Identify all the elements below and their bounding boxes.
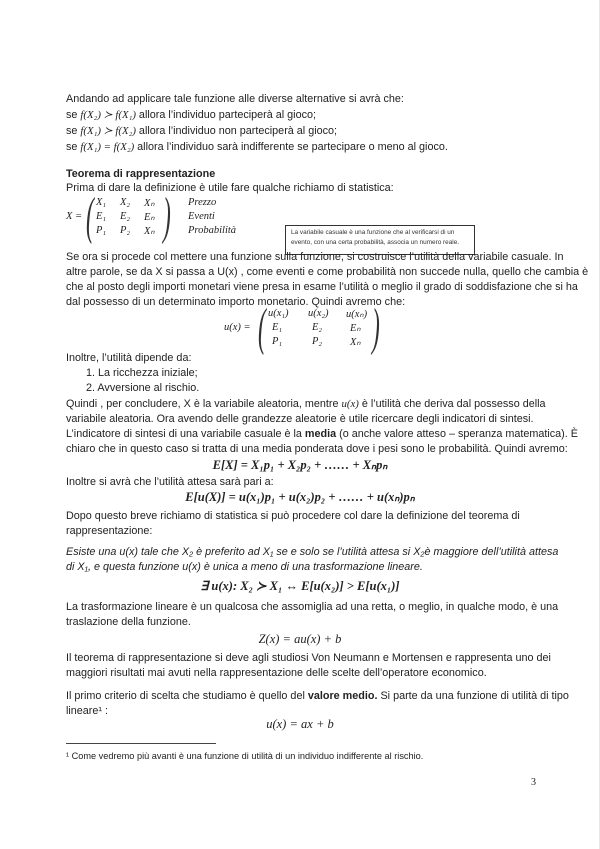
matrix-cell: Xₙ (144, 226, 155, 237)
matrix-cell: u(xₙ) (346, 309, 368, 320)
paragraph-line: dal possesso di un determinato importo monetario. Quindi avremo che: (66, 296, 406, 308)
theorem-line: di X₁, e questa funzione u(x) è unica a meno di una trasformazione lineare. (66, 561, 423, 573)
paragraph-line: che al posto degli importi monetari viene presa in esame l’utilità o meglio il grado di soddisfazione che si ha (66, 281, 578, 293)
paragraph-line: traslazione della funzione. (66, 616, 191, 628)
footnote: ¹ Come vedremo più avanti è una funzione di utilità di un individuo indifferente al rischio. (66, 751, 424, 761)
equation-expected-value: E[X] = X₁p₁ + X₂p₂ + …… + Xₙpₙ (212, 458, 388, 472)
equation-linear-utility: u(x) = ax + b (266, 717, 334, 731)
condition-1: se f(X₂) ≻ f(X₁) allora l’individuo parteciperà al gioco; (66, 109, 316, 121)
right-paren: ) (372, 299, 380, 356)
stats-intro: Prima di dare la definizione è utile fare qualche richiamo di statistica: (66, 182, 394, 194)
utility-matrix (224, 299, 444, 356)
expected-utility-line: Inoltre si avrà che l’utilità attesa sarà pari a: (66, 476, 274, 488)
equation-theorem: ∃ u(x): X₂ ≻ X₁ ↔ E[u(x₂)] > E[u(x₁)] (200, 579, 400, 593)
matrix-cell: P₂ (120, 225, 131, 236)
matrix-lhs: X = (66, 211, 83, 222)
condition-2: se f(X₁) ≻ f(X₂) allora l’individuo non parteciperà al gioco; (66, 125, 338, 137)
paragraph-line: rappresentazione: (66, 525, 153, 537)
paragraph-line: Il primo criterio di scelta che studiamo è quello del valore medio. Si parte da una funzione di utilità di tipo (66, 690, 569, 702)
matrix-cell: Eₙ (350, 323, 361, 334)
left-paren: ( (86, 188, 94, 245)
matrix-label: Eventi (188, 211, 215, 222)
paragraph-line: variabile aleatoria. Ora avendo delle grandezze aleatorie è utile ricercare degli indicatori di sintesi. (66, 413, 534, 425)
footnote-divider (66, 743, 216, 744)
matrix-cell: Xₙ (144, 198, 155, 209)
left-paren: ( (258, 299, 266, 356)
definition-note-box: La variabile casuale è una funzione che al verificarsi di un evento, con una certa probabilità, associa un numero reale. (285, 225, 475, 255)
matrix-cell: u(x₂) (308, 308, 329, 319)
matrix-cell: Eₙ (144, 212, 155, 223)
paragraph-line: Il teorema di rappresentazione si deve agli studiosi Von Neumann e Mortensen e rappresenta uno dei (66, 652, 551, 664)
paragraph-line: chiaro che in questo caso si tratta di una media ponderata dove i pesi sono le probabilità. Quindi avremo: (66, 443, 568, 455)
list-item: 2. Avversione al rischio. (86, 382, 200, 394)
matrix-cell: P₁ (96, 225, 107, 236)
matrix-cell: u(x₁) (268, 308, 289, 319)
matrix-cell: X₁ (96, 197, 107, 208)
section-title: Teorema di rappresentazione (66, 168, 216, 180)
theorem-line: Esiste una u(x) tale che X₂ è preferito ad X₁ se e solo se l’utilità attesa si X₂è maggiore dell’utilità attesa (66, 546, 559, 558)
matrix-cell: E₂ (312, 322, 323, 333)
paragraph-line: La trasformazione lineare è un qualcosa che assomiglia ad una retta, o meglio, in qualche modo, è una (66, 601, 559, 613)
matrix-cell: Xₙ (350, 337, 361, 348)
matrix-cell: E₂ (120, 211, 131, 222)
right-paren: ) (163, 188, 171, 245)
paragraph-line: Dopo questo breve richiamo di statistica si può procedere col dare la definizione del teorema di (66, 510, 520, 522)
depends-line: Inoltre, l’utilità dipende da: (66, 352, 192, 364)
matrix-cell: E₁ (96, 211, 107, 222)
paragraph-line: Quindi , per concludere, X è la variabile aleatoria, mentre u(x) è l’utilità che deriva dal possesso della (66, 398, 546, 410)
matrix-cell: X₂ (120, 197, 131, 208)
matrix-cell: E₁ (272, 322, 283, 333)
paragraph-line: L’indicatore di sintesi di una variabile casuale è la media (o anche valore atteso – speranza matematica). È (66, 428, 578, 440)
list-item: 1. La ricchezza iniziale; (86, 367, 198, 379)
matrix-label: Probabilità (188, 225, 237, 236)
matrix-cell: P₁ (272, 336, 283, 347)
matrix-lhs: u(x) = (224, 322, 251, 333)
page-number: 3 (531, 777, 536, 788)
equation-linear-transform: Z(x) = au(x) + b (258, 632, 342, 646)
matrix-cell: P₂ (312, 336, 323, 347)
paragraph-line: lineare¹ : (66, 705, 109, 717)
intro-line: Andando ad applicare tale funzione alle diverse alternative si avrà che: (66, 93, 404, 105)
paragraph-line: maggiori risultati mai avuti nella rappresentazione delle scelte dell’operatore economico. (66, 667, 487, 679)
matrix-label: Prezzo (188, 197, 217, 208)
paragraph-line: Se ora si procede col mettere una funzione sulla funzione, si costruisce l’utilità della variabile casuale. In (66, 251, 564, 263)
condition-3: se f(X₁) = f(X₂) allora l’individuo sarà indifferente se partecipare o meno al gioco. (66, 141, 448, 153)
equation-expected-utility: E[u(X)] = u(x₁)p₁ + u(x₂)p₂ + …… + u(xₙ)pₙ (185, 490, 415, 504)
random-variable-matrix (66, 188, 286, 245)
paragraph-line: altre parole, se da X si passa a U(x) , come eventi e come probabilità non succede nulla, quello che cambia è (66, 266, 589, 278)
